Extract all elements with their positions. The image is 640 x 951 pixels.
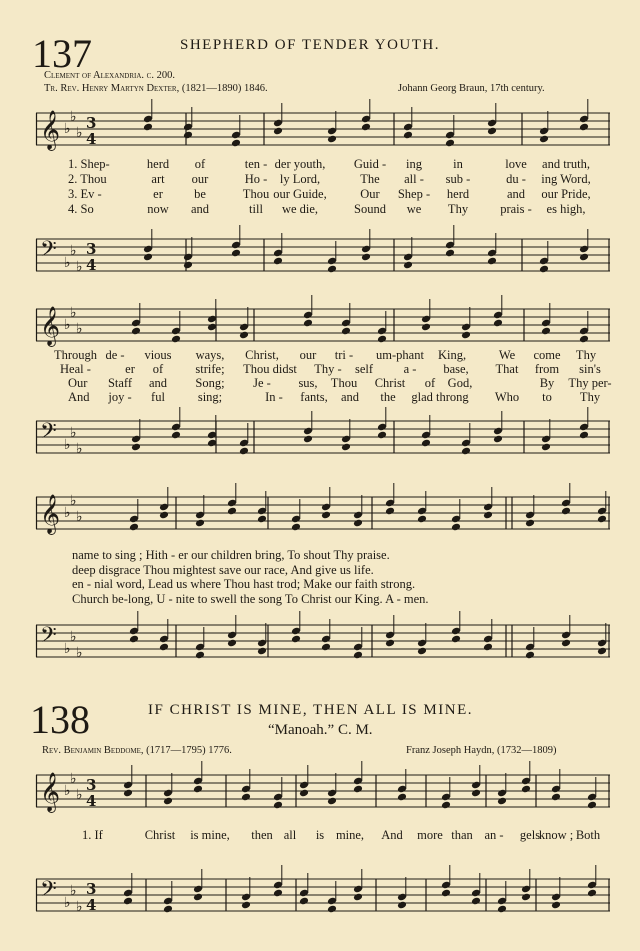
note-head xyxy=(385,639,395,648)
flat-icon: ♭ xyxy=(64,437,71,453)
note-head xyxy=(321,643,331,652)
bass-clef-icon: 𝄢 xyxy=(40,419,57,449)
note-head xyxy=(377,431,387,440)
lyric-syllable: um-phant xyxy=(376,348,424,362)
note-head xyxy=(291,635,301,644)
bass-staff xyxy=(36,876,610,914)
note-head xyxy=(327,135,337,144)
time-signature: 4 xyxy=(86,130,97,148)
lyric-syllable: God, xyxy=(447,376,473,390)
lyric-syllable: be xyxy=(194,187,206,201)
flat-icon: ♭ xyxy=(64,783,71,799)
flat-icon: ♭ xyxy=(70,629,77,645)
lyric-syllable: The xyxy=(360,172,380,186)
note-head xyxy=(471,789,481,798)
verse-3-line xyxy=(0,187,640,202)
note-head xyxy=(303,435,313,444)
note-head xyxy=(445,249,455,258)
verse-2-line: deep disgrace Thou mightest save our race, And give us life. xyxy=(72,563,374,577)
lyric-syllable: base, xyxy=(443,362,469,376)
note-head xyxy=(143,123,153,132)
lyric-syllable: Our xyxy=(360,187,380,201)
note-head xyxy=(597,647,607,656)
note-head xyxy=(183,131,193,140)
verse-1-line xyxy=(0,348,640,363)
note-head xyxy=(579,253,589,262)
note-head xyxy=(551,793,561,802)
lyric-syllable: gels xyxy=(519,828,541,842)
note-head xyxy=(183,261,193,270)
note-head xyxy=(291,523,301,532)
lyric-syllable: all - xyxy=(404,172,424,186)
lyric-syllable: of xyxy=(152,362,164,376)
flat-icon: ♭ xyxy=(64,121,71,137)
time-signature: 4 xyxy=(86,256,97,274)
verse-1-line xyxy=(0,157,640,172)
lyric-syllable: Thou xyxy=(330,376,358,390)
note-head xyxy=(541,443,551,452)
treble-staff xyxy=(36,494,610,532)
flat-icon: ♭ xyxy=(64,317,71,333)
lyric-syllable: sub - xyxy=(445,172,471,186)
note-head xyxy=(227,507,237,516)
bass-clef-icon: 𝄢 xyxy=(40,623,57,653)
note-head xyxy=(587,801,597,810)
lyric-syllable: Staff xyxy=(107,376,133,390)
lyric-syllable: and xyxy=(148,376,168,390)
note-head xyxy=(451,635,461,644)
lyric-syllable: We xyxy=(498,348,516,362)
time-signature: 4 xyxy=(86,896,97,914)
note-head xyxy=(163,905,173,914)
time-signature: 3 xyxy=(86,776,97,794)
note-head xyxy=(353,651,363,660)
time-signature: 3 xyxy=(86,240,97,258)
note-head xyxy=(597,515,607,524)
note-head xyxy=(273,801,283,810)
note-head xyxy=(487,257,497,266)
flat-icon: ♭ xyxy=(76,441,83,457)
note-head xyxy=(497,905,507,914)
lyric-syllable: an - xyxy=(484,828,504,842)
tune-name: “Manoah.” C. M. xyxy=(268,722,373,738)
lyric-syllable: Ho - xyxy=(244,172,268,186)
lyric-syllable: 1. If xyxy=(82,828,103,842)
lyric-syllable: our xyxy=(299,348,317,362)
lyric-syllable: of xyxy=(194,157,206,171)
note-head xyxy=(587,889,597,898)
note-head xyxy=(299,789,309,798)
lyric-syllable: Heal - xyxy=(60,362,91,376)
composer-credit: Franz Joseph Haydn, (1732—1809) xyxy=(406,745,557,756)
lyric-syllable: to xyxy=(542,390,552,404)
note-head xyxy=(273,127,283,136)
note-head xyxy=(539,135,549,144)
note-head xyxy=(417,515,427,524)
verse-1-line xyxy=(0,828,640,843)
lyric-syllable: er xyxy=(125,362,135,376)
lyric-syllable: Thy - xyxy=(314,362,342,376)
time-signature: 4 xyxy=(86,792,97,810)
note-head xyxy=(239,331,249,340)
lyric-syllable: ten - xyxy=(244,157,268,171)
note-head xyxy=(257,515,267,524)
note-head xyxy=(195,519,205,528)
lyric-syllable: 3. Ev - xyxy=(68,187,102,201)
note-head xyxy=(417,647,427,656)
lyric-syllable: know ; xyxy=(538,828,574,842)
lyric-syllable: till xyxy=(249,202,263,216)
lyric-syllable: then xyxy=(251,828,273,842)
bass-staff xyxy=(36,622,610,660)
lyric-syllable: the xyxy=(380,390,396,404)
lyric-syllable: ing xyxy=(406,157,422,171)
note-head xyxy=(327,797,337,806)
note-head xyxy=(163,797,173,806)
note-head xyxy=(361,253,371,262)
flat-icon: ♭ xyxy=(70,243,77,259)
note-head xyxy=(159,511,169,520)
lyric-syllable: Both xyxy=(575,828,601,842)
lyric-syllable: Guid - xyxy=(353,157,387,171)
lyric-syllable: By xyxy=(539,376,555,390)
note-head xyxy=(239,447,249,456)
note-head xyxy=(421,323,431,332)
note-head xyxy=(483,643,493,652)
lyric-syllable: Christ xyxy=(374,376,406,390)
lyric-syllable: and xyxy=(506,187,526,201)
note-head xyxy=(171,335,181,344)
note-head xyxy=(521,785,531,794)
flat-icon: ♭ xyxy=(76,645,83,661)
flat-icon: ♭ xyxy=(64,255,71,271)
note-head xyxy=(341,443,351,452)
note-head xyxy=(303,319,313,328)
flat-icon: ♭ xyxy=(70,771,77,787)
flat-icon: ♭ xyxy=(76,509,83,525)
lyric-syllable: fants, xyxy=(300,390,328,404)
lyric-syllable: Our xyxy=(68,376,88,390)
note-head xyxy=(525,651,535,660)
lyric-syllable: joy - xyxy=(108,390,132,404)
note-head xyxy=(493,319,503,328)
lyric-syllable: than xyxy=(451,828,473,842)
lyric-syllable: Thy per- xyxy=(568,376,612,390)
note-head xyxy=(341,327,351,336)
note-head xyxy=(441,801,451,810)
lyric-syllable: and xyxy=(340,390,360,404)
note-head xyxy=(539,265,549,274)
lyric-syllable: come xyxy=(533,348,561,362)
author-credit: Rev. Benjamin Beddome, (1717—1795) 1776. xyxy=(42,745,232,756)
treble-staff xyxy=(36,110,610,148)
lyric-syllable: Thou didst xyxy=(243,362,297,376)
treble-clef-icon: 𝄞 xyxy=(40,306,61,346)
note-head xyxy=(327,265,337,274)
lyric-syllable: and truth, xyxy=(542,157,590,171)
note-head xyxy=(441,889,451,898)
flat-icon: ♭ xyxy=(70,425,77,441)
flat-icon: ♭ xyxy=(70,305,77,321)
lyric-syllable: Christ xyxy=(144,828,176,842)
note-head xyxy=(123,897,133,906)
lyric-syllable: And xyxy=(68,390,90,404)
lyric-syllable: Je - xyxy=(253,376,271,390)
lyric-syllable: Thy xyxy=(447,202,469,216)
note-head xyxy=(397,793,407,802)
lyric-syllable: we xyxy=(406,202,422,216)
note-head xyxy=(471,897,481,906)
flat-icon: ♭ xyxy=(64,505,71,521)
note-head xyxy=(327,905,337,914)
lyric-syllable: now xyxy=(147,202,169,216)
note-head xyxy=(353,785,363,794)
bass-clef-icon: 𝄢 xyxy=(40,237,57,267)
note-head xyxy=(231,139,241,148)
lyric-syllable: herd xyxy=(146,157,170,171)
verse-4-line xyxy=(0,390,640,405)
lyric-syllable: Thou xyxy=(242,187,270,201)
translator-credit: Tr. Rev. Henry Martyn Dexter, (1821—1890) 1846. xyxy=(44,83,268,94)
lyric-syllable: Christ, xyxy=(245,348,279,362)
verse-3-line: en - nial word, Lead us where Thou hast trod; Make our faith strong. xyxy=(72,577,416,591)
note-head xyxy=(171,431,181,440)
lyric-syllable: love xyxy=(505,157,527,171)
flat-icon: ♭ xyxy=(76,125,83,141)
lyric-syllable: 2. Thou xyxy=(68,172,107,186)
author-credit: Clement of Alexandria. c. 200. xyxy=(44,70,175,81)
note-head xyxy=(257,647,267,656)
note-head xyxy=(551,901,561,910)
lyric-syllable: In - xyxy=(265,390,283,404)
treble-clef-icon: 𝄞 xyxy=(40,494,61,534)
note-head xyxy=(461,331,471,340)
treble-clef-icon: 𝄞 xyxy=(40,110,61,150)
lyric-syllable: Thy xyxy=(575,348,597,362)
lyric-syllable: our Pride, xyxy=(541,187,591,201)
lyric-syllable: ly Lord, xyxy=(279,172,321,186)
note-head xyxy=(525,519,535,528)
verse-4-line xyxy=(0,202,640,217)
note-head xyxy=(483,511,493,520)
flat-icon: ♭ xyxy=(76,787,83,803)
lyric-syllable: art xyxy=(151,172,165,186)
bass-clef-icon: 𝄢 xyxy=(40,877,57,907)
lyric-syllable: That xyxy=(495,362,519,376)
note-head xyxy=(227,639,237,648)
note-head xyxy=(361,123,371,132)
lyric-syllable: Sound xyxy=(354,202,386,216)
treble-staff xyxy=(36,306,610,344)
note-head xyxy=(579,123,589,132)
note-head xyxy=(321,511,331,520)
note-head xyxy=(231,249,241,258)
note-head xyxy=(445,139,455,148)
note-head xyxy=(541,327,551,336)
note-head xyxy=(521,893,531,902)
note-head xyxy=(377,335,387,344)
lyric-syllable: our xyxy=(191,172,209,186)
lyric-syllable: Shep - xyxy=(397,187,431,201)
lyric-syllable: strife; xyxy=(195,362,225,376)
note-head xyxy=(403,261,413,270)
lyric-syllable: from xyxy=(534,362,560,376)
lyric-syllable: 4. So xyxy=(68,202,94,216)
lyric-syllable: Who xyxy=(494,390,520,404)
verse-2-line xyxy=(0,172,640,187)
flat-icon: ♭ xyxy=(70,883,77,899)
note-head xyxy=(143,253,153,262)
lyric-syllable: our Guide, xyxy=(273,187,327,201)
lyric-syllable: self xyxy=(354,362,374,376)
note-head xyxy=(403,131,413,140)
hymn-number: 138 xyxy=(30,697,90,742)
note-head xyxy=(497,797,507,806)
note-head xyxy=(561,507,571,516)
note-head xyxy=(579,335,589,344)
flat-icon: ♭ xyxy=(64,641,71,657)
lyric-syllable: we die, xyxy=(281,202,319,216)
lyric-syllable: Song; xyxy=(195,376,225,390)
lyric-syllable: mine, xyxy=(335,828,365,842)
note-head xyxy=(273,889,283,898)
lyric-syllable: ing Word, xyxy=(541,172,591,186)
lyric-syllable: King, xyxy=(437,348,467,362)
lyric-syllable: tri - xyxy=(334,348,354,362)
note-head xyxy=(129,635,139,644)
time-signature: 3 xyxy=(86,114,97,132)
note-head xyxy=(123,789,133,798)
verse-4-line: Church be-long, U - nite to swell the song To Christ our King. A - men. xyxy=(72,592,429,606)
verse-2-line xyxy=(0,362,640,377)
note-head xyxy=(397,901,407,910)
note-head xyxy=(159,643,169,652)
note-head xyxy=(421,439,431,448)
lyric-syllable: is mine, xyxy=(190,828,230,842)
flat-icon: ♭ xyxy=(70,493,77,509)
lyric-syllable: a - xyxy=(403,362,417,376)
lyric-syllable: herd xyxy=(446,187,470,201)
hymn-number: 137 xyxy=(32,31,92,76)
lyric-syllable: of xyxy=(424,376,436,390)
lyric-syllable: ways, xyxy=(195,348,225,362)
flat-icon: ♭ xyxy=(64,895,71,911)
note-head xyxy=(299,897,309,906)
note-head xyxy=(131,327,141,336)
lyric-syllable: in xyxy=(453,157,463,171)
lyric-syllable: is xyxy=(315,828,325,842)
note-head xyxy=(241,901,251,910)
lyric-syllable: more xyxy=(417,828,443,842)
note-head xyxy=(561,639,571,648)
lyric-syllable: Thy xyxy=(579,390,601,404)
lyric-syllable: And xyxy=(381,828,403,842)
lyric-syllable: all xyxy=(283,828,297,842)
flat-icon: ♭ xyxy=(70,109,77,125)
note-head xyxy=(241,793,251,802)
note-head xyxy=(195,651,205,660)
note-head xyxy=(193,893,203,902)
bass-staff xyxy=(36,236,610,274)
note-head xyxy=(487,127,497,136)
lyric-syllable: vious xyxy=(144,348,172,362)
verse-3-line xyxy=(0,376,640,391)
hymn-title: IF CHRIST IS MINE, THEN ALL IS MINE. xyxy=(148,702,473,718)
note-head xyxy=(461,447,471,456)
lyric-syllable: prais - xyxy=(500,202,532,216)
verse-1-line: name to sing ; Hith - er our children bring, To shout Thy praise. xyxy=(72,548,390,562)
lyric-syllable: ful xyxy=(151,390,165,404)
note-head xyxy=(273,257,283,266)
time-signature: 3 xyxy=(86,880,97,898)
bass-staff xyxy=(36,418,610,456)
treble-clef-icon: 𝄞 xyxy=(40,772,61,812)
hymn-title: SHEPHERD OF TENDER YOUTH. xyxy=(180,37,441,53)
lyric-syllable: sing; xyxy=(197,390,223,404)
lyric-syllable: and xyxy=(190,202,210,216)
lyric-syllable: er xyxy=(153,187,163,201)
composer-credit: Johann Georg Braun, 17th century. xyxy=(398,83,545,94)
note-head xyxy=(353,519,363,528)
flat-icon: ♭ xyxy=(76,899,83,915)
lyric-syllable: 1. Shep- xyxy=(68,157,110,171)
lyric-syllable: der youth, xyxy=(274,157,326,171)
lyric-syllable: es high, xyxy=(546,202,586,216)
note-head xyxy=(353,893,363,902)
lyric-syllable: de - xyxy=(105,348,125,362)
lyric-syllable: Through xyxy=(54,348,98,362)
lyric-syllable: sus, xyxy=(298,376,318,390)
note-head xyxy=(579,431,589,440)
note-head xyxy=(129,523,139,532)
note-head xyxy=(493,435,503,444)
note-head xyxy=(385,507,395,516)
treble-staff xyxy=(36,772,610,810)
lyric-syllable: sin's xyxy=(579,362,601,376)
note-head xyxy=(193,785,203,794)
note-head xyxy=(131,443,141,452)
flat-icon: ♭ xyxy=(76,259,83,275)
flat-icon: ♭ xyxy=(76,321,83,337)
note-head xyxy=(451,523,461,532)
lyric-syllable: du - xyxy=(506,172,526,186)
lyric-syllable: glad throng xyxy=(411,390,469,404)
